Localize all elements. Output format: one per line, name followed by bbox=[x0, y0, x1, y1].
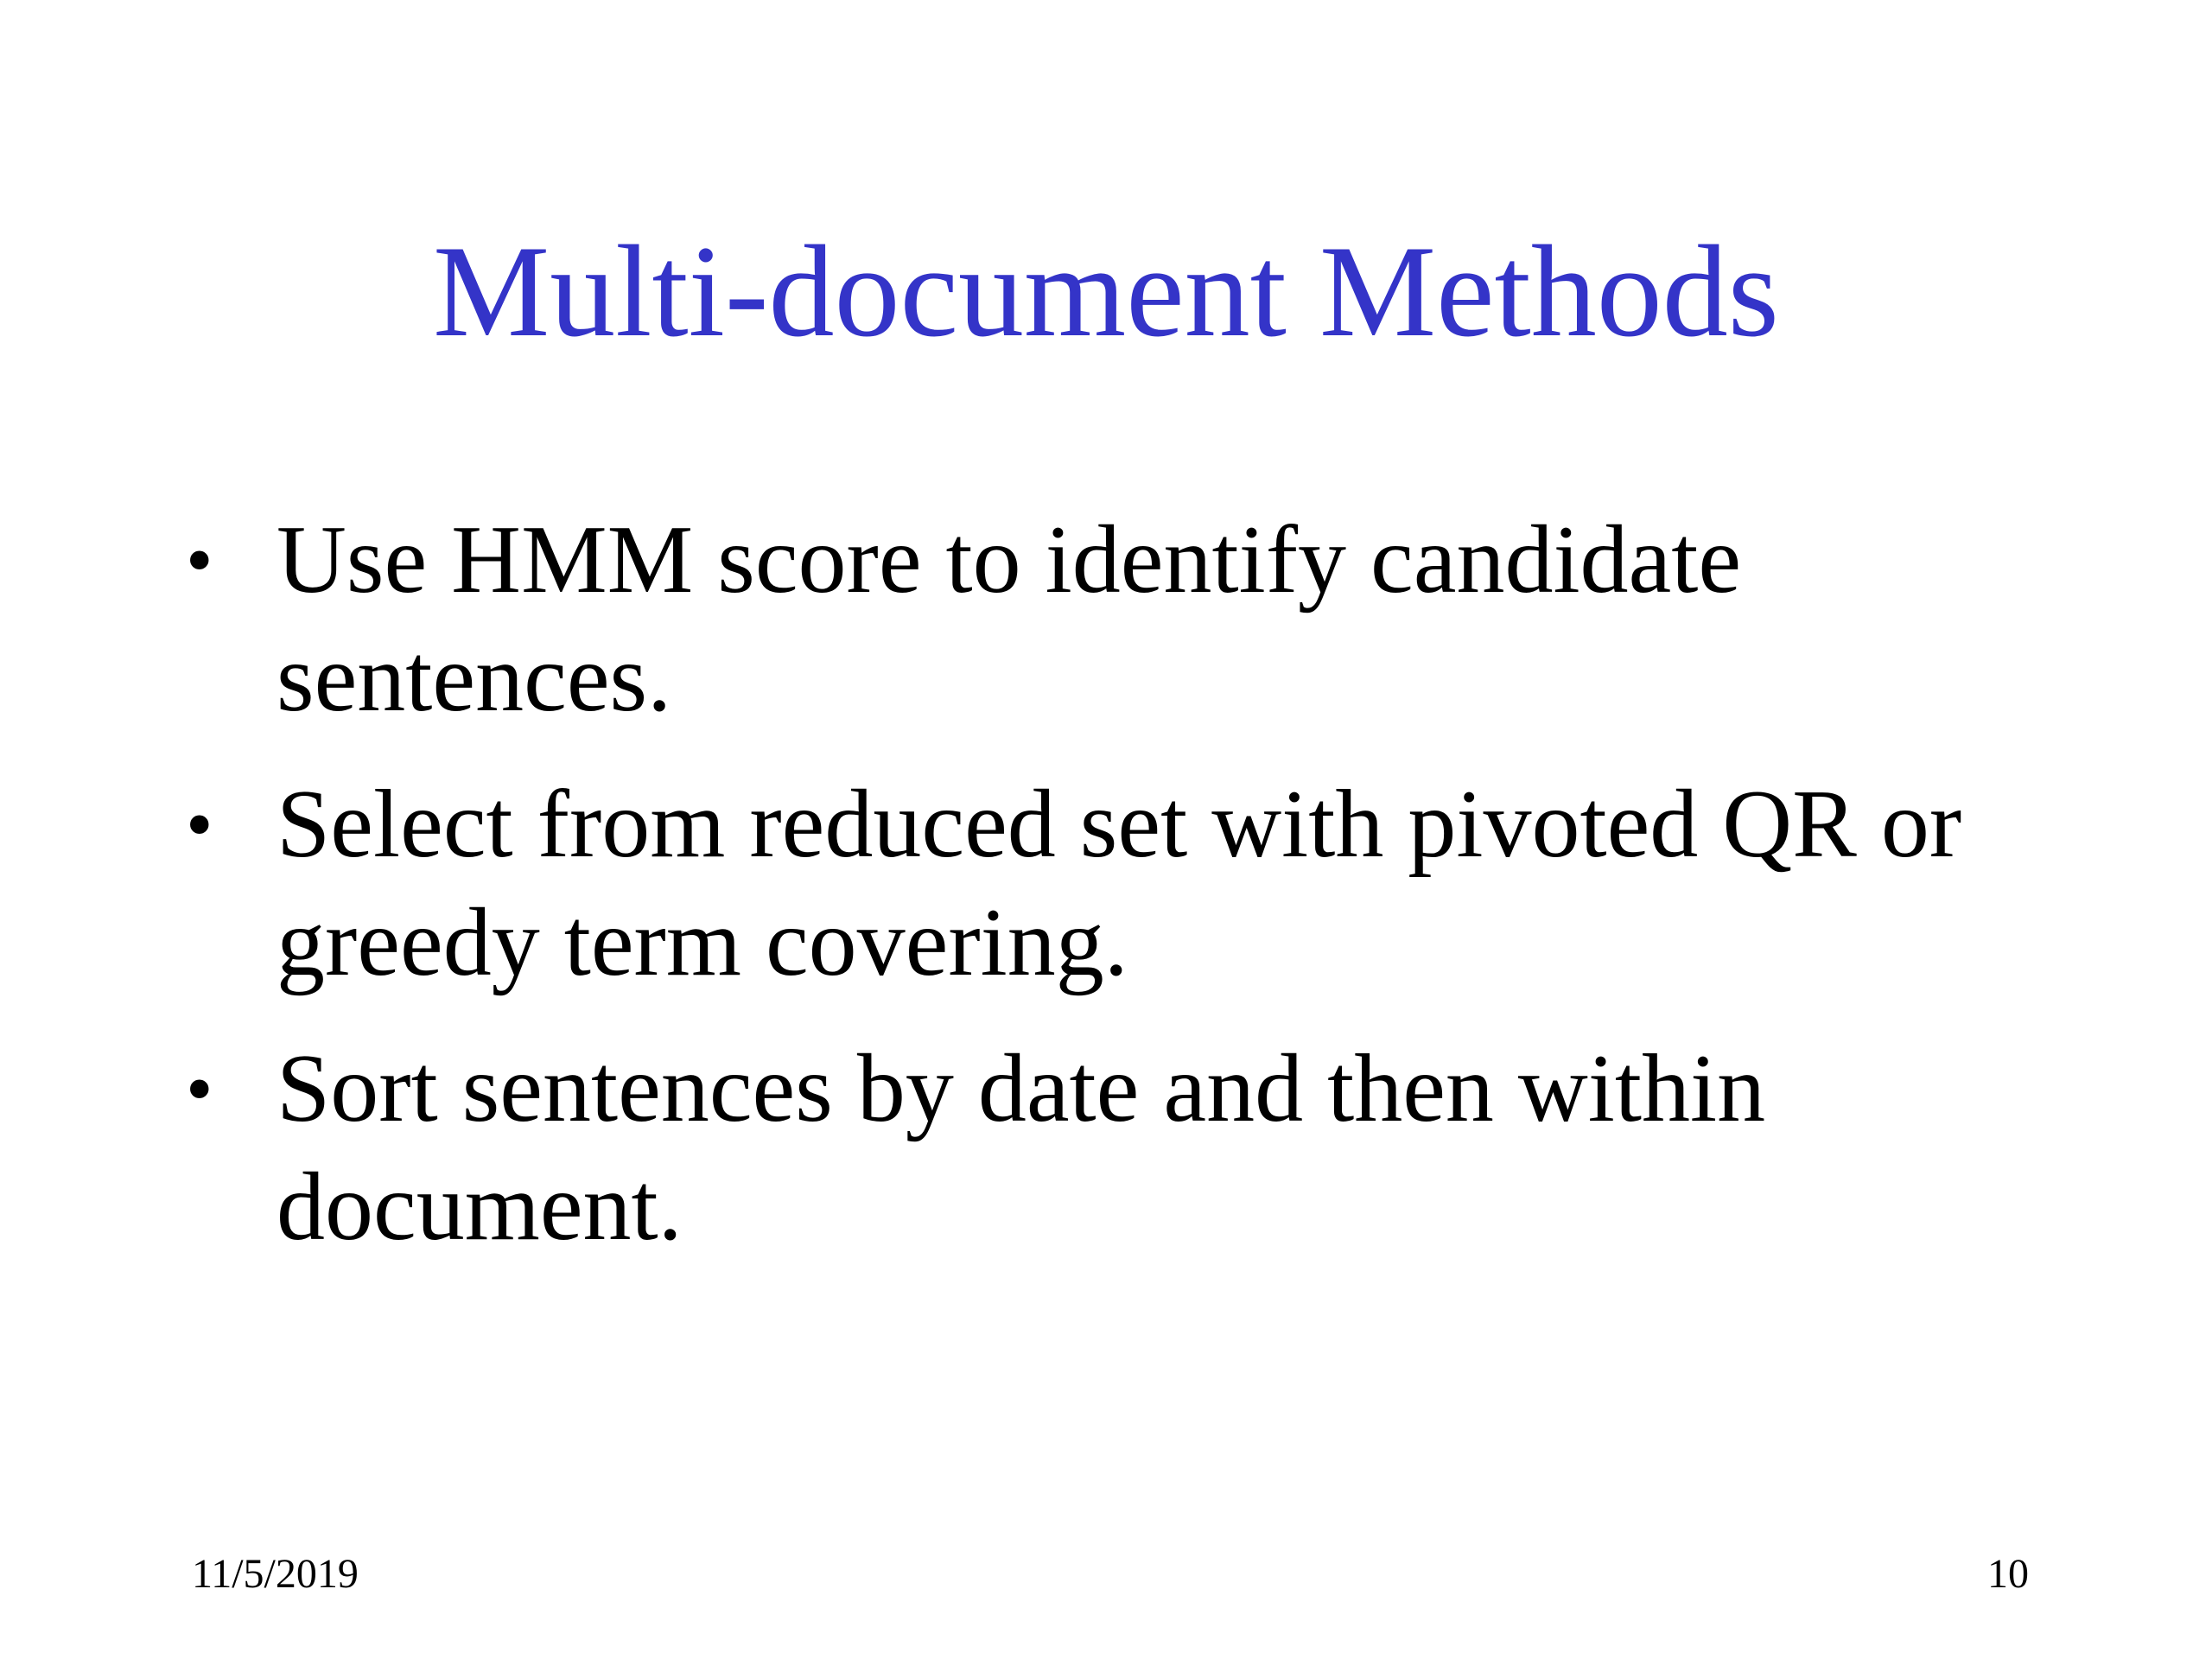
bullet-dot-icon: • bbox=[186, 518, 213, 603]
bullet-dot-icon: • bbox=[186, 782, 213, 868]
footer-date: 11/5/2019 bbox=[192, 1551, 359, 1597]
bullet-text: Use HMM score to identify candidate sentences. bbox=[276, 506, 1742, 732]
footer-page-number: 10 bbox=[1987, 1551, 2029, 1597]
bullet-item bbox=[186, 1030, 2069, 1267]
bullet-text: Select from reduced set with pivoted QR or greedy term covering. bbox=[276, 771, 1962, 996]
bullet-list bbox=[186, 501, 2069, 1294]
slide-title: Multi-document Methods bbox=[433, 219, 1779, 364]
bullet-item bbox=[186, 766, 2069, 1002]
bullet-text: Sort sentences by date and then within document. bbox=[276, 1035, 1766, 1261]
bullet-item bbox=[186, 501, 2069, 738]
bullet-dot-icon: • bbox=[186, 1046, 213, 1132]
